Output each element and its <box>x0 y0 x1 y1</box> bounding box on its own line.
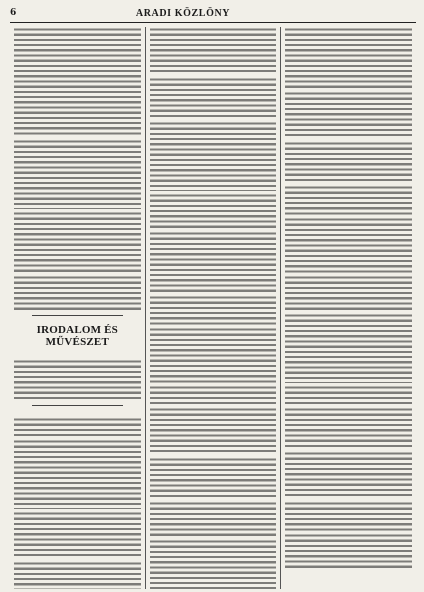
article-paragraph <box>150 77 277 119</box>
article-paragraph <box>150 27 277 75</box>
article-paragraph <box>14 439 141 509</box>
column-2 <box>145 27 281 589</box>
divider <box>32 405 123 406</box>
article-paragraph <box>14 211 141 273</box>
page-header <box>10 6 416 23</box>
article-paragraph <box>285 451 412 499</box>
article-paragraph <box>150 231 277 293</box>
article-paragraph <box>150 407 277 455</box>
section-heading: IRODALOM ÉS MŰVÉSZET <box>36 324 119 348</box>
article-paragraph <box>150 121 277 191</box>
article-paragraph <box>285 275 412 311</box>
column-3 <box>280 27 416 589</box>
article-paragraph <box>150 327 277 383</box>
article-paragraph <box>285 501 412 531</box>
masthead: ARADI KÖZLÖNY <box>135 7 231 19</box>
article-paragraph <box>150 385 277 405</box>
article-paragraph <box>14 511 141 559</box>
article-paragraph <box>285 91 412 139</box>
article-paragraph <box>150 539 277 589</box>
article-paragraph <box>14 275 141 311</box>
article-paragraph <box>285 385 412 405</box>
article-paragraph <box>14 27 141 137</box>
article-paragraph <box>14 561 141 589</box>
page-number: 6 <box>10 8 17 18</box>
article-paragraph <box>285 533 412 569</box>
article-paragraph <box>150 193 277 229</box>
article-paragraph <box>14 359 141 401</box>
article-paragraph <box>285 313 412 383</box>
article-paragraph <box>150 457 277 499</box>
article-paragraph <box>285 141 412 183</box>
subhead <box>14 410 141 414</box>
divider <box>32 315 123 316</box>
article-paragraph <box>285 185 412 215</box>
text-columns <box>10 27 416 589</box>
article-paragraph <box>14 139 141 209</box>
article-paragraph <box>150 295 277 325</box>
article-paragraph <box>285 27 412 89</box>
column-1 <box>10 27 145 589</box>
article-paragraph <box>150 501 277 537</box>
article-paragraph <box>285 217 412 273</box>
article-paragraph <box>14 417 141 437</box>
article-paragraph <box>285 407 412 449</box>
subhead <box>14 352 141 356</box>
